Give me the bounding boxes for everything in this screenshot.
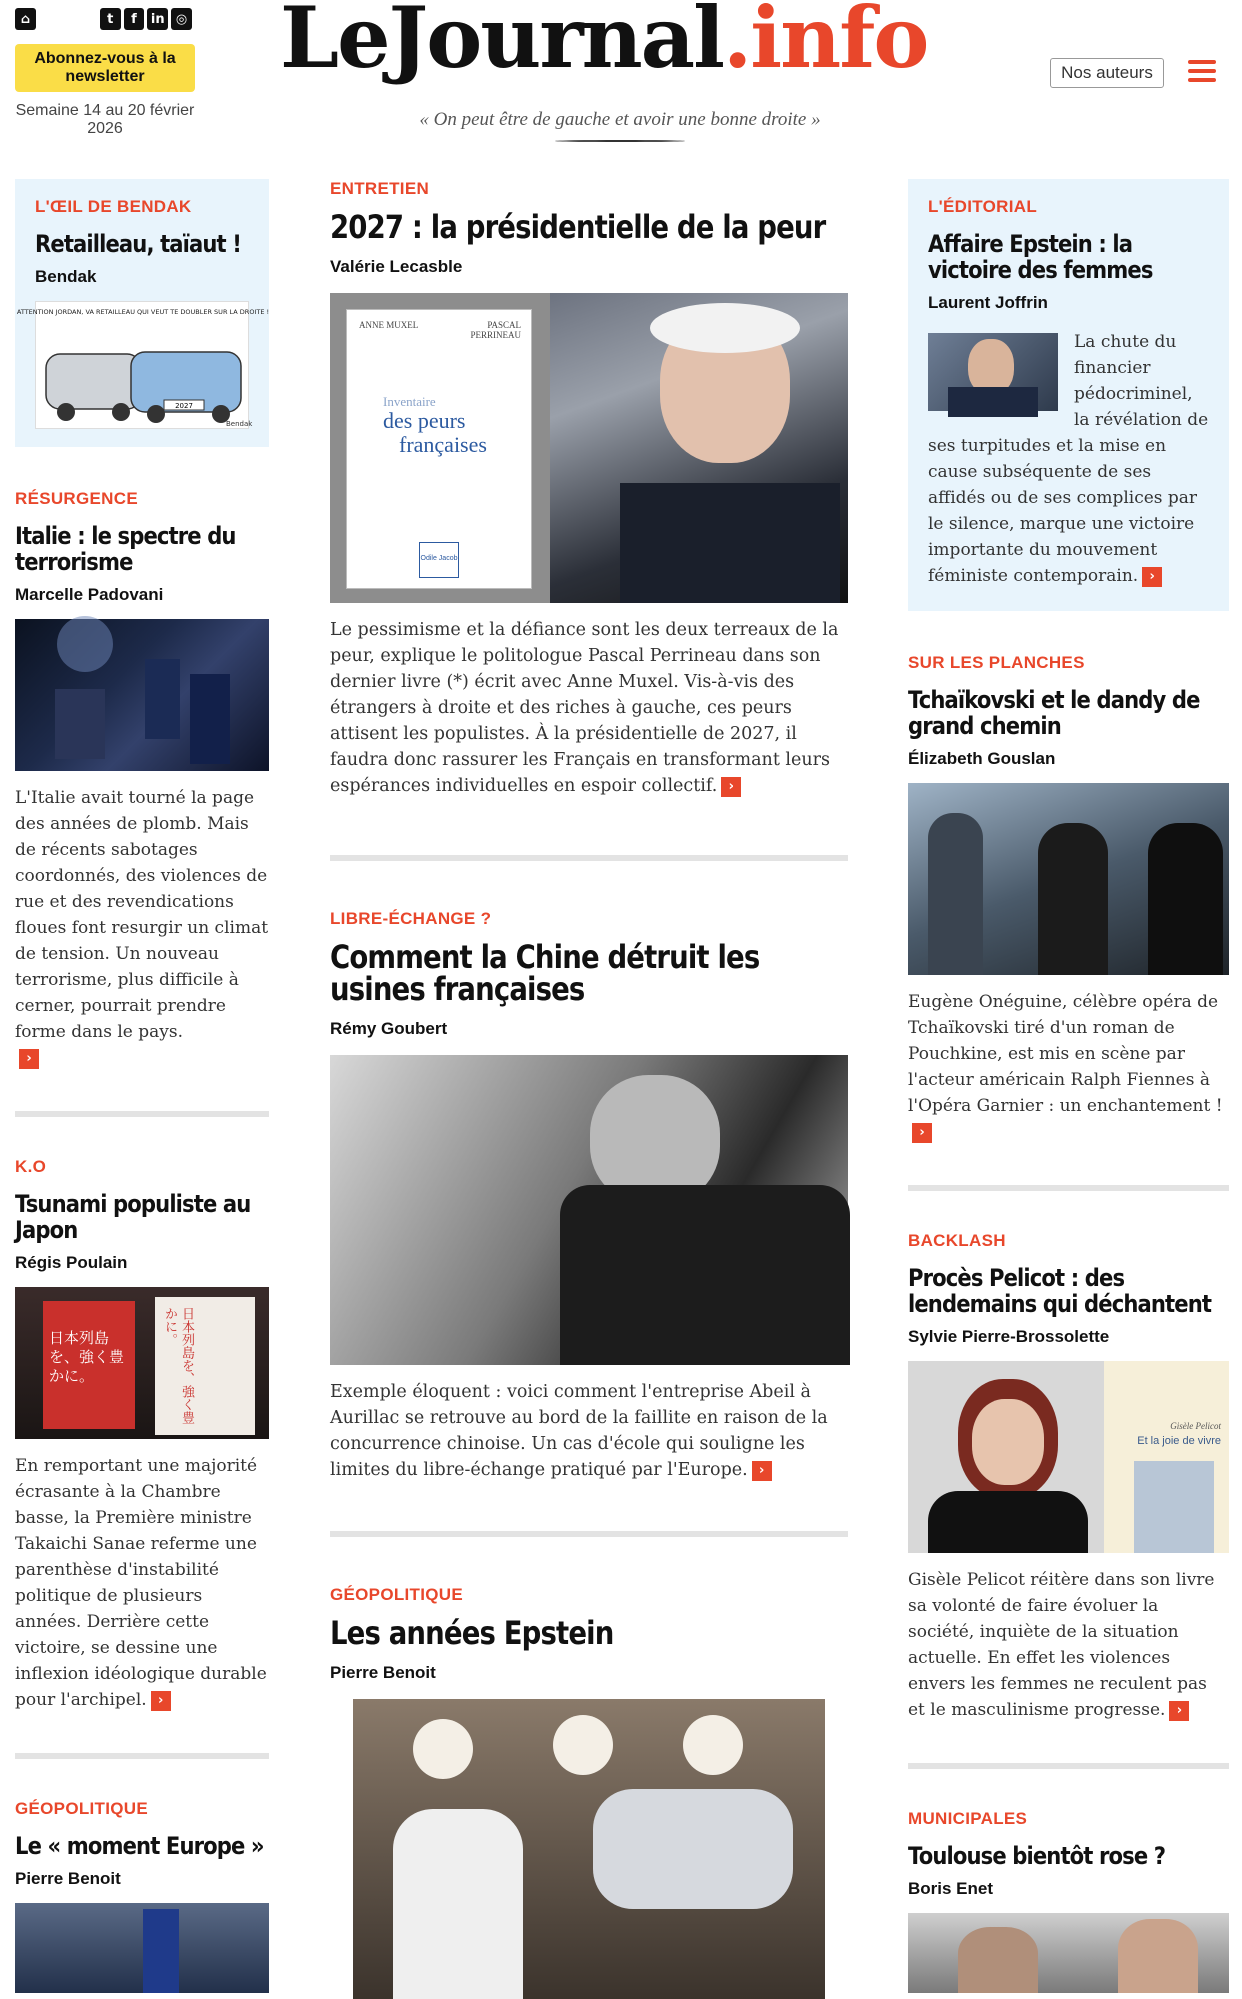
- article-excerpt: L'Italie avait tourné la page des années de plomb. Mais de récents sabotages coordonnés, des violences de rue et des revendications floues font resurgir un climat de tension. Un nouveau terrorisme, plus difficile à cerner, pourrait prendre forme dans le pays. ›: [15, 785, 269, 1071]
- article-excerpt: Le pessimisme et la défiance sont les deux terreaux de la peur, explique le politologue Pascal Perrineau dans son dernier livre (*) écrit avec Anne Muxel. Vis-à-vis des étrangers à droite et des riches à gauche, ces peurs attisent les populistes. À la présidentielle de 2027, il faudra donc rassurer les Français en transformant leurs espérances individuelles en espoir collectif. ›: [330, 620, 839, 796]
- article-excerpt: Exemple éloquent : voici comment l'entreprise Abeil à Aurillac se retrouve au bord de la faillite en raison de la concurrence chinoise. Un cas d'école qui souligne les limites du libre-échange pratiqué par l'Europe. ›: [330, 1382, 828, 1480]
- article-chine: [330, 909, 848, 1483]
- instagram-icon[interactable]: ◎: [171, 8, 192, 30]
- book-author-left: ANNE MUXEL: [359, 320, 419, 330]
- article-title[interactable]: Comment la Chine détruit les usines françaises: [330, 938, 760, 1008]
- article-kicker[interactable]: L'ÉDITORIAL: [928, 197, 1038, 216]
- logo-main: LeJournal: [280, 0, 724, 87]
- read-more-icon[interactable]: ›: [721, 777, 741, 797]
- article-title[interactable]: Tsunami populiste au Japon: [15, 1190, 251, 1244]
- cartoon-image[interactable]: [16, 301, 270, 429]
- twitter-icon[interactable]: t: [100, 8, 121, 30]
- article-kicker[interactable]: L'ŒIL DE BENDAK: [35, 197, 192, 216]
- newsletter-button[interactable]: Abonnez-vous à la newsletter: [15, 44, 195, 92]
- home-icon[interactable]: ⌂: [15, 8, 36, 30]
- article-author[interactable]: Sylvie Pierre-Brossolette: [908, 1327, 1110, 1346]
- tagline-rule: [555, 140, 685, 142]
- site-logo[interactable]: [280, 0, 980, 88]
- article-pelicot: [908, 1231, 1229, 1723]
- book-cover: [346, 309, 532, 589]
- article-author[interactable]: Rémy Goubert: [330, 1019, 448, 1038]
- right-column: [908, 179, 1229, 1993]
- article-toulouse: [908, 1809, 1229, 1993]
- article-presidentielle: [330, 179, 848, 799]
- article-title[interactable]: Italie : le spectre du terrorisme: [15, 522, 236, 576]
- article-image[interactable]: [15, 1287, 269, 1439]
- social-bar: [15, 8, 195, 30]
- article-tchaikovski: [908, 653, 1229, 1145]
- read-more-icon[interactable]: ›: [19, 1049, 39, 1069]
- article-italie: [15, 489, 269, 1071]
- book-title-line3: françaises: [399, 432, 487, 457]
- logo-suffix: .info: [723, 0, 928, 87]
- article-title[interactable]: Affaire Epstein : la victoire des femmes: [928, 230, 1153, 284]
- portrait-suit: [620, 483, 840, 603]
- portrait-hair: [650, 303, 800, 353]
- article-author[interactable]: Régis Poulain: [15, 1253, 128, 1272]
- article-author[interactable]: Valérie Lecasble: [330, 257, 463, 276]
- person-left: [958, 1927, 1038, 1993]
- divider: [908, 1763, 1229, 1769]
- article-image[interactable]: [908, 783, 1229, 975]
- article-author[interactable]: Bendak: [35, 267, 97, 286]
- article-author[interactable]: Pierre Benoit: [15, 1869, 121, 1888]
- divider: [908, 1185, 1229, 1191]
- cartoon-plate: 2027: [175, 402, 193, 410]
- book-title-line2: des peurs: [383, 408, 466, 433]
- article-excerpt: La chute du financier pédocriminel, la révélation de ses turpitudes et la mise en cause subséquente de ses affidés ou de ses complices par le silence, marque une victoire importante du mouvement féministe contemporain. ›: [928, 332, 1209, 586]
- author-suit: [948, 387, 1038, 417]
- publisher-logo: Odile Jacob: [419, 542, 459, 578]
- cartoon-caption: ATTENTION JORDAN, VA RETAILLEAU QUI VEUT TE DOUBLER SUR LA DROITE !: [16, 308, 270, 316]
- book-photo: [1134, 1461, 1214, 1553]
- article-title[interactable]: Procès Pelicot : des lendemains qui déchantent: [908, 1264, 1212, 1318]
- article-image[interactable]: [330, 293, 848, 603]
- menu-icon[interactable]: [1188, 60, 1216, 84]
- article-title[interactable]: Les années Epstein: [330, 1614, 614, 1652]
- article-image[interactable]: [15, 1903, 269, 1993]
- book-author: Gisèle Pelicot: [1170, 1421, 1221, 1431]
- book-title-line1: Inventaire: [383, 394, 436, 409]
- article-kicker[interactable]: RÉSURGENCE: [15, 489, 138, 508]
- article-kicker[interactable]: GÉOPOLITIQUE: [330, 1585, 464, 1604]
- article-title[interactable]: Tchaïkovski et le dandy de grand chemin: [908, 686, 1200, 740]
- week-label: Semaine 14 au 20 février 2026: [15, 102, 195, 137]
- article-japon: [15, 1157, 269, 1713]
- window: [553, 1715, 613, 1775]
- article-title[interactable]: Retailleau, taïaut !: [35, 230, 242, 258]
- poster-right: [155, 1297, 255, 1435]
- article-author[interactable]: Pierre Benoit: [330, 1663, 436, 1682]
- authors-button[interactable]: Nos auteurs: [1050, 58, 1164, 88]
- book-cover: [1104, 1361, 1229, 1553]
- article-image[interactable]: [908, 1913, 1229, 1993]
- book-title: Et la joie de vivre: [1137, 1435, 1221, 1447]
- editorial-card[interactable]: [908, 179, 1229, 611]
- portrait: [908, 1361, 1104, 1553]
- article-image[interactable]: [353, 1699, 825, 1999]
- cartoon-card[interactable]: [15, 179, 269, 447]
- read-more-icon[interactable]: ›: [752, 1461, 772, 1481]
- article-image[interactable]: [15, 619, 269, 771]
- read-more-icon[interactable]: ›: [1142, 567, 1162, 587]
- left-column: [15, 179, 269, 1993]
- article-author[interactable]: Élizabeth Gouslan: [908, 749, 1056, 768]
- book-author-right: PASCAL PERRINEAU: [470, 320, 521, 340]
- cartoon-signature: Bendak: [226, 420, 253, 428]
- center-column: [330, 179, 848, 1999]
- portrait-jacket: [928, 1491, 1088, 1553]
- article-europe: [15, 1799, 269, 1993]
- article-image[interactable]: [908, 1361, 1229, 1553]
- person-right: [1118, 1919, 1198, 1993]
- article-epstein: [330, 1585, 848, 1999]
- article-author[interactable]: Laurent Joffrin: [928, 293, 1048, 312]
- article-author[interactable]: Marcelle Padovani: [15, 585, 164, 604]
- person-left: [393, 1809, 523, 1999]
- poster-left: [43, 1301, 135, 1429]
- eu-flag: [143, 1909, 179, 1993]
- article-title[interactable]: Le « moment Europe »: [15, 1832, 264, 1860]
- poster-text: 日本列島を、強く豊かに。: [162, 1307, 194, 1424]
- read-more-icon[interactable]: ›: [912, 1123, 932, 1143]
- header-left: [15, 8, 195, 138]
- window: [683, 1715, 743, 1775]
- article-kicker[interactable]: GÉOPOLITIQUE: [15, 1799, 149, 1818]
- window: [413, 1719, 473, 1779]
- article-kicker[interactable]: LIBRE-ÉCHANGE ?: [330, 909, 492, 928]
- divider: [15, 1753, 269, 1759]
- linkedin-icon[interactable]: in: [147, 8, 168, 30]
- article-image[interactable]: [330, 1055, 848, 1365]
- divider: [15, 1111, 269, 1117]
- person-left: [928, 813, 983, 975]
- person-right: [593, 1789, 793, 1909]
- author-photo[interactable]: [928, 333, 1058, 411]
- read-more-icon[interactable]: ›: [151, 1691, 171, 1711]
- article-excerpt: En remportant une majorité écrasante à la Chambre basse, la Première ministre Takaichi Sanae referme une parenthèse d'instabilité politique de plusieurs années. Derrière cette victoire, se dessine une inflexion idéologique durable pour l'archipel. ›: [15, 1456, 267, 1710]
- tagline: « On peut être de gauche et avoir une bonne droite »: [419, 109, 821, 130]
- article-author[interactable]: Boris Enet: [908, 1879, 994, 1898]
- facebook-icon[interactable]: f: [124, 8, 145, 30]
- divider: [330, 1531, 848, 1537]
- article-kicker[interactable]: ENTRETIEN: [330, 179, 430, 198]
- portrait: [550, 293, 848, 603]
- divider: [330, 855, 848, 861]
- article-title[interactable]: 2027 : la présidentielle de la peur: [330, 208, 826, 246]
- article-kicker[interactable]: MUNICIPALES: [908, 1809, 1028, 1828]
- worker-shirt: [560, 1185, 850, 1365]
- article-excerpt: Gisèle Pelicot réitère dans son livre sa volonté de faire évoluer la société, inquiète de la situation actuelle. En effet les violences envers les femmes ne reculent pas et le masculinisme progresse. ›: [908, 1570, 1215, 1720]
- poster-text: 日本列島を、強く豊かに。: [49, 1329, 125, 1385]
- person-right: [1148, 823, 1223, 975]
- article-kicker[interactable]: BACKLASH: [908, 1231, 1006, 1250]
- article-excerpt: Eugène Onéguine, célèbre opéra de Tchaïkovski tiré d'un roman de Pouchkine, est mis en scène par l'acteur américain Ralph Fiennes à l'Opéra Garnier : un enchantement ! ›: [908, 989, 1229, 1145]
- article-kicker[interactable]: SUR LES PLANCHES: [908, 653, 1085, 672]
- article-title[interactable]: Toulouse bientôt rose ?: [908, 1842, 1166, 1870]
- person-center: [1038, 823, 1108, 975]
- read-more-icon[interactable]: ›: [1169, 1701, 1189, 1721]
- article-kicker[interactable]: K.O: [15, 1157, 47, 1176]
- portrait-face: [972, 1399, 1044, 1485]
